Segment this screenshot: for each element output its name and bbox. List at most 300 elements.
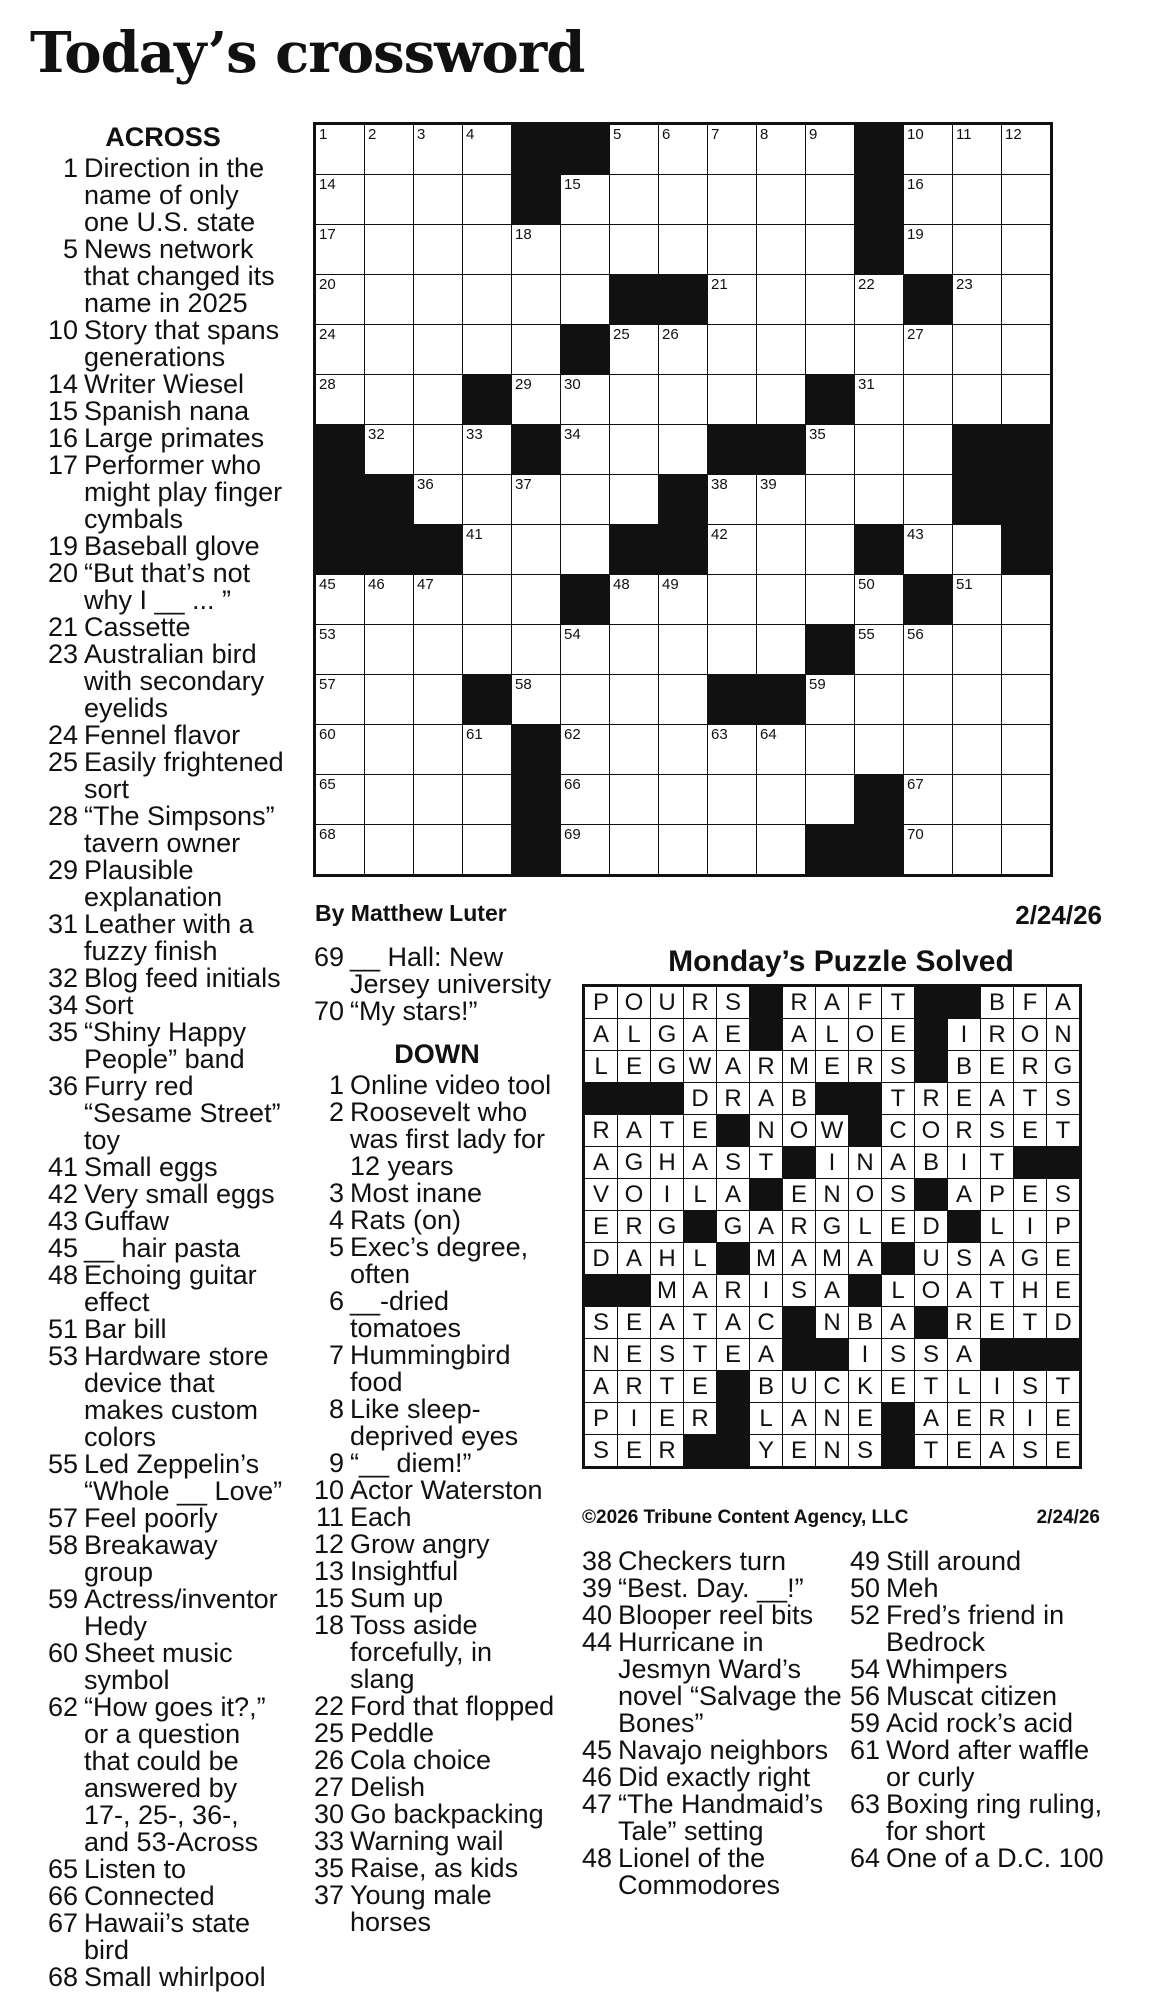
grid-cell[interactable] [1002, 625, 1052, 675]
grid-cell[interactable] [757, 575, 806, 625]
grid-cell[interactable] [1002, 825, 1052, 876]
cell-number: 55 [858, 626, 875, 643]
solution-cell: S [1014, 1435, 1047, 1468]
grid-cell[interactable] [610, 475, 659, 525]
grid-cell[interactable] [806, 225, 855, 275]
grid-cell[interactable] [953, 275, 1002, 325]
grid-cell[interactable] [953, 525, 1002, 575]
grid-cell[interactable] [708, 725, 757, 775]
clue-number: 23 [47, 639, 78, 669]
grid-cell[interactable] [414, 325, 463, 375]
grid-cell[interactable] [315, 825, 365, 876]
grid-cell[interactable] [659, 575, 708, 625]
clue-text: Each [350, 1502, 412, 1532]
solution-cell: F [849, 986, 882, 1019]
grid-cell[interactable] [708, 625, 757, 675]
clue-number: 34 [47, 990, 78, 1020]
black-square [953, 475, 1002, 525]
cell-number: 45 [319, 576, 336, 593]
grid-cell[interactable] [904, 725, 953, 775]
clue-number: 44 [582, 1627, 613, 1657]
grid-cell[interactable] [953, 175, 1002, 225]
grid-cell[interactable] [315, 775, 365, 825]
solution-cell: R [584, 1115, 618, 1147]
grid-cell[interactable] [414, 675, 463, 725]
grid-cell[interactable] [904, 825, 953, 876]
grid-cell[interactable] [953, 325, 1002, 375]
grid-cell[interactable] [463, 775, 512, 825]
clue-text: Still around [886, 1546, 1022, 1576]
grid-cell[interactable] [610, 625, 659, 675]
grid-cell[interactable] [512, 325, 561, 375]
grid-cell[interactable] [1002, 575, 1052, 625]
clue-text: Sort [84, 990, 134, 1020]
clue-number: 54 [850, 1654, 881, 1684]
grid-cell[interactable] [414, 625, 463, 675]
grid-cell[interactable] [708, 124, 757, 175]
grid-cell[interactable] [855, 425, 904, 475]
grid-cell[interactable] [365, 275, 414, 325]
solution-cell: I [816, 1147, 849, 1179]
clue-text: Listen to [84, 1854, 187, 1884]
grid-cell[interactable] [463, 525, 512, 575]
clue [582, 1629, 847, 1737]
grid-cell[interactable] [414, 475, 463, 525]
clue-text: “The Simpsons” tavern owner [84, 801, 275, 858]
solution-cell: M [750, 1243, 783, 1275]
crossword-grid[interactable] [313, 122, 1053, 877]
clue [38, 533, 288, 560]
clue-number: 6 [328, 1286, 344, 1316]
grid-cell[interactable] [806, 124, 855, 175]
solution-black-square [783, 1339, 816, 1371]
solution-cell: A [948, 1275, 981, 1307]
grid-cell[interactable] [561, 425, 610, 475]
clue-number: 21 [47, 612, 78, 642]
grid-cell[interactable] [610, 375, 659, 425]
solution-cell: A [948, 1339, 981, 1371]
grid-cell[interactable] [806, 475, 855, 525]
grid-cell[interactable] [708, 775, 757, 825]
grid-cell[interactable] [757, 124, 806, 175]
grid-cell[interactable] [561, 675, 610, 725]
grid-cell[interactable] [904, 325, 953, 375]
grid-cell[interactable] [953, 725, 1002, 775]
grid-cell[interactable] [512, 675, 561, 725]
grid-cell[interactable] [315, 225, 365, 275]
clue-text: Plausible explanation [84, 855, 223, 912]
grid-cell[interactable] [708, 525, 757, 575]
grid-cell[interactable] [855, 575, 904, 625]
grid-cell[interactable] [463, 325, 512, 375]
grid-cell[interactable] [414, 825, 463, 876]
grid-cell[interactable] [414, 775, 463, 825]
black-square [315, 425, 365, 475]
grid-cell[interactable] [561, 175, 610, 225]
grid-cell[interactable] [806, 775, 855, 825]
grid-cell[interactable] [610, 425, 659, 475]
solution-cell: O [618, 986, 651, 1019]
grid-cell[interactable] [1002, 775, 1052, 825]
grid-cell[interactable] [512, 225, 561, 275]
grid-cell[interactable] [953, 124, 1002, 175]
grid-cell[interactable] [463, 575, 512, 625]
grid-cell[interactable] [512, 475, 561, 525]
cell-number: 69 [564, 826, 581, 843]
grid-cell[interactable] [757, 625, 806, 675]
solution-cell: R [618, 1371, 651, 1403]
cell-number: 47 [417, 576, 434, 593]
grid-cell[interactable] [414, 425, 463, 475]
grid-cell[interactable] [904, 525, 953, 575]
grid-cell[interactable] [610, 825, 659, 876]
cell-number: 61 [466, 726, 483, 743]
grid-cell[interactable] [463, 425, 512, 475]
grid-cell[interactable] [708, 825, 757, 876]
grid-cell[interactable] [463, 825, 512, 876]
solution-cell: E [816, 1051, 849, 1083]
clue-number: 11 [315, 1502, 344, 1532]
grid-cell[interactable] [953, 575, 1002, 625]
grid-cell[interactable] [463, 225, 512, 275]
grid-cell[interactable] [463, 275, 512, 325]
grid-cell[interactable] [855, 325, 904, 375]
byline: By Matthew Luter [315, 900, 507, 926]
clue-text: Sum up [350, 1583, 444, 1613]
solution-black-square [915, 1307, 948, 1339]
grid-cell[interactable] [659, 825, 708, 876]
grid-cell[interactable] [953, 625, 1002, 675]
clue [38, 1181, 288, 1208]
grid-cell[interactable] [659, 375, 708, 425]
solution-cell: O [915, 1115, 948, 1147]
solution-cell: A [1047, 986, 1081, 1019]
clue [312, 1342, 562, 1396]
grid-cell[interactable] [1002, 124, 1052, 175]
grid-cell[interactable] [904, 775, 953, 825]
grid-cell[interactable] [561, 625, 610, 675]
grid-cell[interactable] [463, 725, 512, 775]
grid-cell[interactable] [561, 475, 610, 525]
solution-cell: E [717, 1339, 750, 1371]
grid-cell[interactable] [315, 175, 365, 225]
clue-number: 61 [850, 1735, 881, 1765]
solution-cell: S [915, 1339, 948, 1371]
solution-cell: P [584, 1403, 618, 1435]
grid-cell[interactable] [561, 775, 610, 825]
grid-cell[interactable] [365, 625, 414, 675]
grid-cell[interactable] [1002, 175, 1052, 225]
solution-black-square [915, 986, 948, 1019]
grid-cell[interactable] [659, 425, 708, 475]
grid-cell[interactable] [1002, 675, 1052, 725]
grid-cell[interactable] [855, 625, 904, 675]
grid-cell[interactable] [904, 625, 953, 675]
grid-cell[interactable] [610, 675, 659, 725]
clue-number: 26 [313, 1745, 344, 1775]
grid-cell[interactable] [512, 575, 561, 625]
black-square [1002, 525, 1052, 575]
grid-cell[interactable] [953, 225, 1002, 275]
grid-cell[interactable] [365, 725, 414, 775]
grid-cell[interactable] [953, 675, 1002, 725]
grid-cell[interactable] [463, 475, 512, 525]
grid-cell[interactable] [365, 175, 414, 225]
solution-cell: A [981, 1243, 1014, 1275]
grid-cell[interactable] [757, 325, 806, 375]
down-header: DOWN [394, 1039, 480, 1069]
clue-text: Hummingbird food [350, 1340, 511, 1397]
solution-cell: R [618, 1211, 651, 1243]
grid-cell[interactable] [414, 175, 463, 225]
clue-text: Led Zeppelin’s “Whole __ Love” [84, 1449, 283, 1506]
solution-cell: I [849, 1339, 882, 1371]
grid-cell[interactable] [315, 625, 365, 675]
grid-cell[interactable] [708, 225, 757, 275]
grid-cell[interactable] [806, 575, 855, 625]
grid-cell[interactable] [659, 675, 708, 725]
grid-cell[interactable] [610, 575, 659, 625]
solution-cell: E [584, 1211, 618, 1243]
clue [38, 1343, 288, 1451]
grid-cell[interactable] [365, 124, 414, 175]
grid-cell[interactable] [659, 325, 708, 375]
clue-text: Small whirlpool [84, 1962, 266, 1992]
grid-cell[interactable] [806, 325, 855, 375]
solution-cell: R [750, 1051, 783, 1083]
grid-cell[interactable] [365, 775, 414, 825]
grid-cell[interactable] [315, 325, 365, 375]
grid-cell[interactable] [757, 725, 806, 775]
clue-text: Did exactly right [618, 1762, 811, 1792]
grid-cell[interactable] [414, 124, 463, 175]
clue-number: 38 [582, 1546, 613, 1576]
grid-cell[interactable] [365, 575, 414, 625]
clue [38, 1694, 288, 1856]
grid-cell[interactable] [904, 175, 953, 225]
cell-number: 58 [515, 676, 532, 693]
clue-text: __-dried tomatoes [350, 1286, 462, 1343]
grid-cell[interactable] [512, 525, 561, 575]
grid-cell[interactable] [414, 275, 463, 325]
grid-cell[interactable] [414, 375, 463, 425]
grid-cell[interactable] [855, 725, 904, 775]
grid-cell[interactable] [512, 375, 561, 425]
grid-cell[interactable] [463, 625, 512, 675]
grid-cell[interactable] [610, 124, 659, 175]
clue [312, 1207, 562, 1234]
clue-text: Guffaw [84, 1206, 170, 1236]
grid-cell[interactable] [757, 825, 806, 876]
grid-cell[interactable] [659, 124, 708, 175]
grid-cell[interactable] [315, 275, 365, 325]
black-square [1002, 425, 1052, 475]
clue [850, 1845, 1105, 1872]
clue-text: Like sleep-deprived eyes [350, 1394, 519, 1451]
grid-cell[interactable] [561, 725, 610, 775]
clue-number: 18 [313, 1610, 344, 1640]
grid-cell[interactable] [1002, 225, 1052, 275]
cell-number: 12 [1005, 126, 1022, 143]
solution-cell: M [651, 1275, 684, 1307]
grid-cell[interactable] [757, 525, 806, 575]
black-square [315, 525, 365, 575]
grid-cell[interactable] [463, 175, 512, 225]
clue [38, 1235, 288, 1262]
grid-cell[interactable] [904, 425, 953, 475]
solution-black-square [1014, 1147, 1047, 1179]
grid-cell[interactable] [365, 325, 414, 375]
grid-cell[interactable] [561, 375, 610, 425]
grid-cell[interactable] [953, 775, 1002, 825]
grid-cell[interactable] [757, 775, 806, 825]
grid-cell[interactable] [414, 225, 463, 275]
grid-cell[interactable] [315, 124, 365, 175]
grid-cell[interactable] [512, 275, 561, 325]
solution-cell: H [1014, 1275, 1047, 1307]
cell-number: 16 [907, 176, 924, 193]
grid-cell[interactable] [855, 675, 904, 725]
grid-cell[interactable] [806, 175, 855, 225]
clue-number: 28 [47, 801, 78, 831]
clue-number: 55 [47, 1449, 78, 1479]
solution-cell: R [717, 1083, 750, 1115]
grid-cell[interactable] [315, 725, 365, 775]
grid-cell[interactable] [365, 425, 414, 475]
grid-cell[interactable] [659, 175, 708, 225]
grid-cell[interactable] [315, 375, 365, 425]
solution-cell: R [948, 1115, 981, 1147]
grid-cell[interactable] [1002, 325, 1052, 375]
grid-cell[interactable] [610, 325, 659, 375]
grid-cell[interactable] [953, 825, 1002, 876]
clue [582, 1602, 847, 1629]
grid-cell[interactable] [904, 124, 953, 175]
solution-cell: B [981, 986, 1014, 1019]
grid-cell[interactable] [708, 375, 757, 425]
grid-cell[interactable] [315, 575, 365, 625]
grid-cell[interactable] [659, 225, 708, 275]
cell-number: 42 [711, 526, 728, 543]
grid-cell[interactable] [365, 225, 414, 275]
grid-cell[interactable] [806, 275, 855, 325]
grid-cell[interactable] [904, 475, 953, 525]
solution-cell: G [717, 1211, 750, 1243]
grid-cell[interactable] [806, 525, 855, 575]
grid-cell[interactable] [757, 475, 806, 525]
solution-cell: R [981, 1403, 1014, 1435]
grid-cell[interactable] [463, 124, 512, 175]
clue [312, 1099, 562, 1180]
grid-cell[interactable] [365, 825, 414, 876]
grid-cell[interactable] [365, 375, 414, 425]
clue [38, 1019, 288, 1073]
clue-text: Grow angry [350, 1529, 490, 1559]
clue-number: 30 [313, 1799, 344, 1829]
grid-cell[interactable] [757, 275, 806, 325]
grid-cell[interactable] [708, 275, 757, 325]
grid-cell[interactable] [708, 325, 757, 375]
solution-black-square [750, 986, 783, 1019]
grid-cell[interactable] [561, 825, 610, 876]
clue-text: Cassette [84, 612, 191, 642]
grid-cell[interactable] [904, 375, 953, 425]
grid-cell[interactable] [610, 775, 659, 825]
solution-black-square [1047, 1147, 1081, 1179]
black-square [806, 625, 855, 675]
grid-cell[interactable] [757, 225, 806, 275]
solution-cell: T [981, 1147, 1014, 1179]
grid-cell[interactable] [1002, 725, 1052, 775]
grid-cell[interactable] [561, 225, 610, 275]
grid-cell[interactable] [855, 275, 904, 325]
grid-cell[interactable] [757, 375, 806, 425]
cell-number: 49 [662, 576, 679, 593]
clue-number: 33 [313, 1826, 344, 1856]
solution-cell: S [882, 1179, 915, 1211]
grid-cell[interactable] [659, 775, 708, 825]
grid-cell[interactable] [806, 675, 855, 725]
grid-cell[interactable] [806, 425, 855, 475]
grid-cell[interactable] [757, 175, 806, 225]
grid-cell[interactable] [855, 375, 904, 425]
solution-cell: E [1047, 1243, 1081, 1275]
solution-cell: L [981, 1211, 1014, 1243]
solution-black-square [651, 1083, 684, 1115]
solution-black-square [948, 986, 981, 1019]
grid-cell[interactable] [414, 575, 463, 625]
across-clues-column-1 [38, 118, 288, 1991]
grid-cell[interactable] [806, 725, 855, 775]
cell-number: 53 [319, 626, 336, 643]
grid-cell[interactable] [414, 725, 463, 775]
grid-cell[interactable] [610, 725, 659, 775]
across-header: ACROSS [105, 122, 221, 152]
grid-cell[interactable] [561, 275, 610, 325]
clue-number: 67 [47, 1908, 78, 1938]
clue-number: 53 [47, 1341, 78, 1371]
grid-cell[interactable] [904, 225, 953, 275]
clue-number: 7 [328, 1340, 344, 1370]
grid-cell[interactable] [953, 375, 1002, 425]
solution-cell: S [1047, 1179, 1081, 1211]
grid-cell[interactable] [610, 175, 659, 225]
grid-cell[interactable] [708, 575, 757, 625]
grid-cell[interactable] [315, 675, 365, 725]
grid-cell[interactable] [561, 525, 610, 575]
grid-cell[interactable] [855, 475, 904, 525]
grid-cell[interactable] [610, 225, 659, 275]
grid-cell[interactable] [659, 625, 708, 675]
grid-cell[interactable] [365, 675, 414, 725]
grid-cell[interactable] [1002, 375, 1052, 425]
grid-cell[interactable] [1002, 275, 1052, 325]
grid-cell[interactable] [512, 625, 561, 675]
grid-cell[interactable] [708, 475, 757, 525]
clue-text: One of a D.C. 100 [886, 1843, 1104, 1873]
grid-cell[interactable] [904, 675, 953, 725]
solution-cell: C [882, 1115, 915, 1147]
solution-black-square [684, 1211, 717, 1243]
black-square [904, 275, 953, 325]
black-square [659, 525, 708, 575]
clue-number: 8 [328, 1394, 344, 1424]
solution-black-square [915, 1019, 948, 1051]
grid-cell[interactable] [708, 175, 757, 225]
cell-number: 9 [809, 126, 818, 143]
grid-cell[interactable] [659, 725, 708, 775]
clue-text: Spanish nana [84, 396, 250, 426]
